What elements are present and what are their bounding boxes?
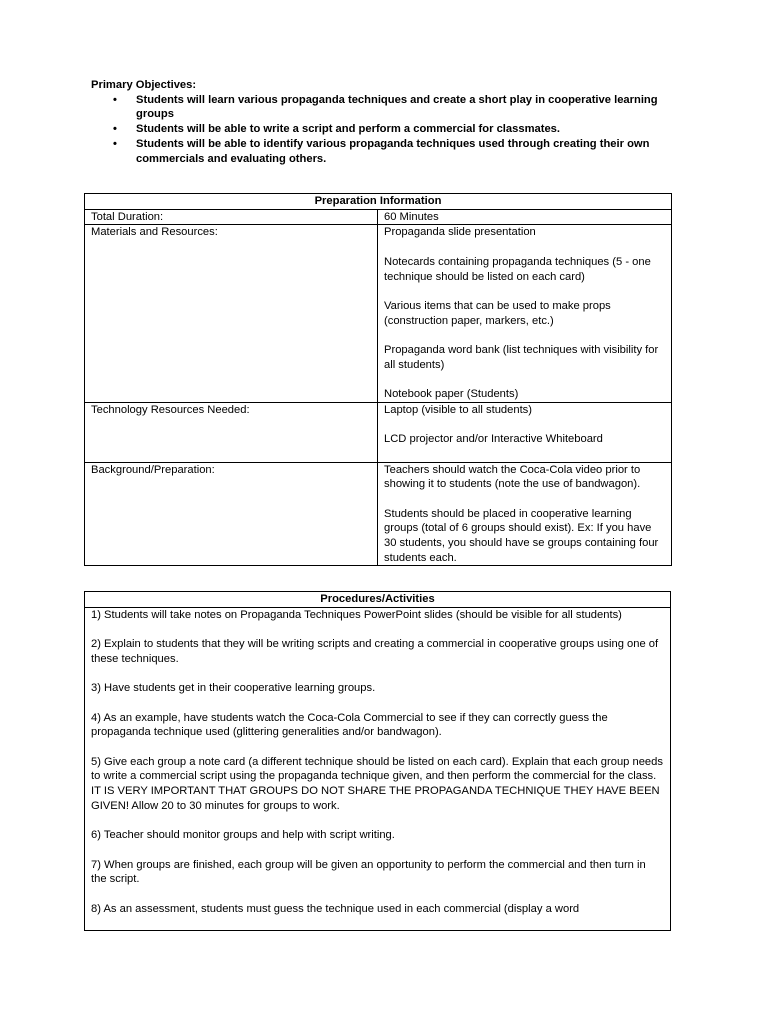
material-item: Notecards containing propaganda techniques (5 - one technique should be listed on each card) [384, 255, 651, 283]
objective-item [91, 137, 691, 166]
background-item: Students should be placed in cooperative learning groups (total of 6 groups should exist). Ex: If you have 30 students, you should have se groups containing four students each. [384, 507, 659, 564]
bullet-icon: • [113, 137, 117, 150]
procedures-cell [85, 607, 671, 930]
preparation-information-table [84, 193, 672, 566]
table-row [85, 607, 671, 930]
duration-value: 60 Minutes [384, 210, 439, 223]
objective-text: Students will learn various propaganda techniques and create a short play in cooperative learning groups [136, 93, 658, 121]
preparation-table-title: Preparation Information [85, 194, 672, 210]
material-item: Propaganda word bank (list techniques with visibility for all students) [384, 343, 659, 371]
procedure-step: 2) Explain to students that they will be writing scripts and creating a commercial in cooperative groups using one of these techniques. [91, 638, 659, 665]
material-item: Various items that can be used to make props (construction paper, markers, etc.) [384, 299, 611, 327]
row-value [378, 462, 672, 566]
objective-text: Students will be able to write a script and perform a commercial for classmates. [136, 123, 561, 136]
procedure-step: 6) Teacher should monitor groups and help with script writing. [91, 829, 395, 842]
table-row [85, 209, 672, 225]
row-value [378, 209, 672, 225]
objective-item [91, 122, 691, 137]
material-item: Notebook paper (Students) [384, 388, 519, 401]
bullet-icon: • [113, 93, 117, 106]
row-label: Materials and Resources: [85, 225, 378, 402]
objectives-list [91, 93, 691, 167]
procedure-step: 7) When groups are finished, each group will be given an opportunity to perform the commercial and then turn in the script. [91, 858, 646, 886]
bullet-icon: • [113, 123, 117, 136]
row-label: Background/Preparation: [85, 462, 378, 566]
objective-item [91, 93, 691, 122]
table-row [85, 225, 672, 402]
row-value [378, 402, 672, 462]
row-value [378, 225, 672, 402]
material-item: Propaganda slide presentation [384, 226, 536, 239]
primary-objectives-section [91, 78, 691, 166]
technology-item: LCD projector and/or Interactive Whiteboard [384, 433, 603, 446]
table-row [85, 462, 672, 566]
procedure-step: 1) Students will take notes on Propaganda Techniques PowerPoint slides (should be visible for all students) [91, 608, 622, 621]
background-item: Teachers should watch the Coca-Cola video prior to showing it to students (note the use of bandwagon). [384, 463, 641, 491]
procedure-step: 4) As an example, have students watch the Coca-Cola Commercial to see if they can correctly guess the propaganda technique used (glittering generalities and/or bandwagon). [91, 711, 608, 739]
procedure-step: 8) As an assessment, students must guess the technique used in each commercial (display a word [91, 902, 580, 915]
procedures-table-title: Procedures/Activities [85, 592, 671, 608]
row-label: Technology Resources Needed: [85, 402, 378, 462]
objectives-heading: Primary Objectives: [91, 79, 197, 91]
row-label: Total Duration: [85, 209, 378, 225]
procedures-activities-table [84, 591, 671, 931]
procedure-step: 5) Give each group a note card (a different technique should be listed on each card). Explain that each group needs to write a commercial script using the propaganda technique given, and then perform the commercial for the class. IT IS VERY IMPORTANT THAT GROUPS DO NOT SHARE THE PROPAGANDA TECHNIQUE THEY HAVE BEEN GIVEN! Allow 20 to 30 minutes for groups to work. [91, 755, 663, 812]
objective-text: Students will be able to identify various propaganda techniques used through creating their own commercials and evaluating others. [136, 137, 650, 165]
table-row [85, 402, 672, 462]
technology-item: Laptop (visible to all students) [384, 403, 533, 416]
procedure-step: 3) Have students get in their cooperative learning groups. [91, 682, 376, 695]
